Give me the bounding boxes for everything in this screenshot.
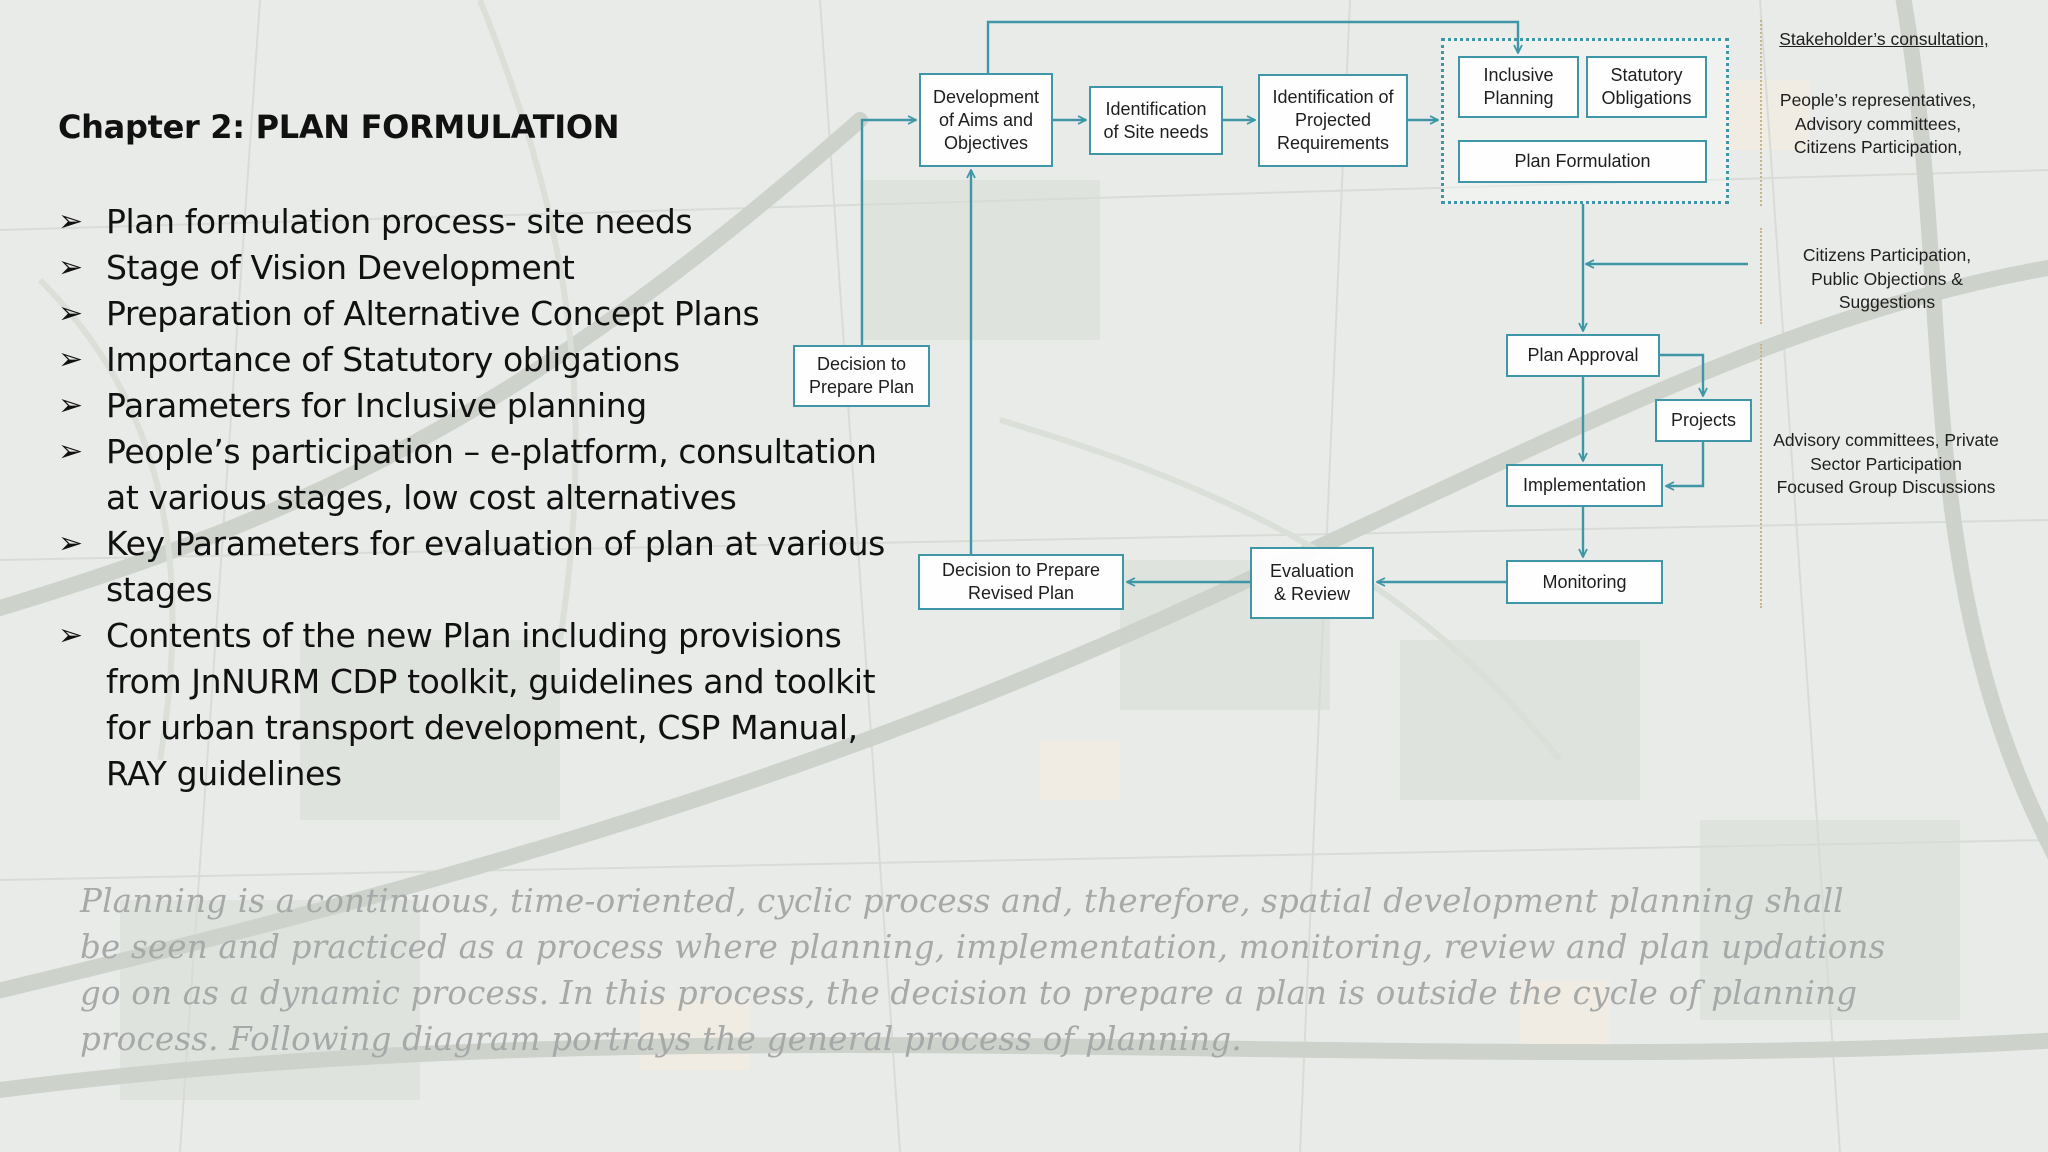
footnote-line: Planning is a continuous, time-oriented, cyclic process and, therefore, spatial development planning shall	[80, 882, 1844, 920]
box-decision-to-prepare-plan: Decision to Prepare Plan	[793, 345, 930, 407]
bullet-item	[58, 521, 918, 613]
bullet-item	[58, 245, 918, 291]
bullet-text: Contents of the new Plan including provisions from JnNURM CDP toolkit, guidelines and toolkit for urban transport development, CSP Manual, RAY guidelines	[106, 616, 876, 793]
arrow-bullet-icon: ➢	[58, 250, 83, 285]
bullet-item	[58, 429, 918, 521]
arrow-bullet-icon: ➢	[58, 618, 83, 653]
box-plan-formulation: Plan Formulation	[1458, 140, 1707, 183]
box-development-of-aims: Development of Aims and Objectives	[919, 73, 1053, 167]
box-monitoring: Monitoring	[1506, 560, 1663, 604]
footnote-paragraph	[80, 878, 1886, 1062]
box-decision-revised-plan: Decision to Prepare Revised Plan	[918, 554, 1124, 610]
footnote-line: go on as a dynamic process. In this process, the decision to prepare a plan is outside the cycle of planning	[80, 974, 1858, 1012]
box-identification-site-needs: Identification of Site needs	[1089, 86, 1223, 155]
note-citizens-participation: Citizens Participation, Public Objections & Suggestions	[1802, 245, 1972, 312]
box-projected-requirements: Identification of Projected Requirements	[1258, 74, 1408, 167]
box-implementation: Implementation	[1506, 464, 1663, 507]
bullet-item	[58, 337, 918, 383]
box-plan-approval: Plan Approval	[1506, 334, 1660, 377]
slide-title: Chapter 2: PLAN FORMULATION	[58, 108, 620, 146]
bullet-item	[58, 291, 918, 337]
bullet-list	[58, 199, 918, 797]
bullet-text: People’s participation – e-platform, consultation at various stages, low cost alternatives	[106, 432, 877, 517]
bullet-text: Importance of Statutory obligations	[106, 340, 680, 379]
note-stakeholder-heading: Stakeholder’s consultation,	[1779, 29, 1989, 49]
arrow-bullet-icon: ➢	[58, 342, 83, 377]
bullet-text: Plan formulation process- site needs	[106, 202, 693, 241]
footnote-line: process. Following diagram portrays the general process of planning.	[80, 1020, 1242, 1058]
bullet-text: Parameters for Inclusive planning	[106, 386, 647, 425]
box-inclusive-planning: Inclusive Planning	[1458, 56, 1579, 118]
note-stakeholder-body: People’s representatives, Advisory committees, Citizens Participation,	[1779, 90, 1977, 157]
arrow-bullet-icon: ➢	[58, 204, 83, 239]
arrow-bullet-icon: ➢	[58, 526, 83, 561]
bullet-item	[58, 199, 918, 245]
box-statutory-obligations: Statutory Obligations	[1586, 56, 1707, 118]
bullet-item	[58, 383, 918, 429]
divider-line	[1760, 344, 1762, 608]
footnote-line: be seen and practiced as a process where planning, implementation, monitoring, review and plan updations	[80, 928, 1886, 966]
arrow-bullet-icon: ➢	[58, 434, 83, 469]
bullet-item	[58, 613, 918, 797]
arrow-bullet-icon: ➢	[58, 388, 83, 423]
bullet-text: Preparation of Alternative Concept Plans	[106, 294, 760, 333]
bullet-text: Stage of Vision Development	[106, 248, 575, 287]
divider-line	[1760, 20, 1762, 206]
divider-line	[1760, 228, 1762, 324]
arrow-bullet-icon: ➢	[58, 296, 83, 331]
note-advisory-committees: Advisory committees, Private Sector Participation Focused Group Discussions	[1773, 430, 1999, 497]
box-evaluation-review: Evaluation & Review	[1250, 547, 1374, 619]
bullet-text: Key Parameters for evaluation of plan at various stages	[106, 524, 885, 609]
box-projects: Projects	[1655, 399, 1752, 442]
